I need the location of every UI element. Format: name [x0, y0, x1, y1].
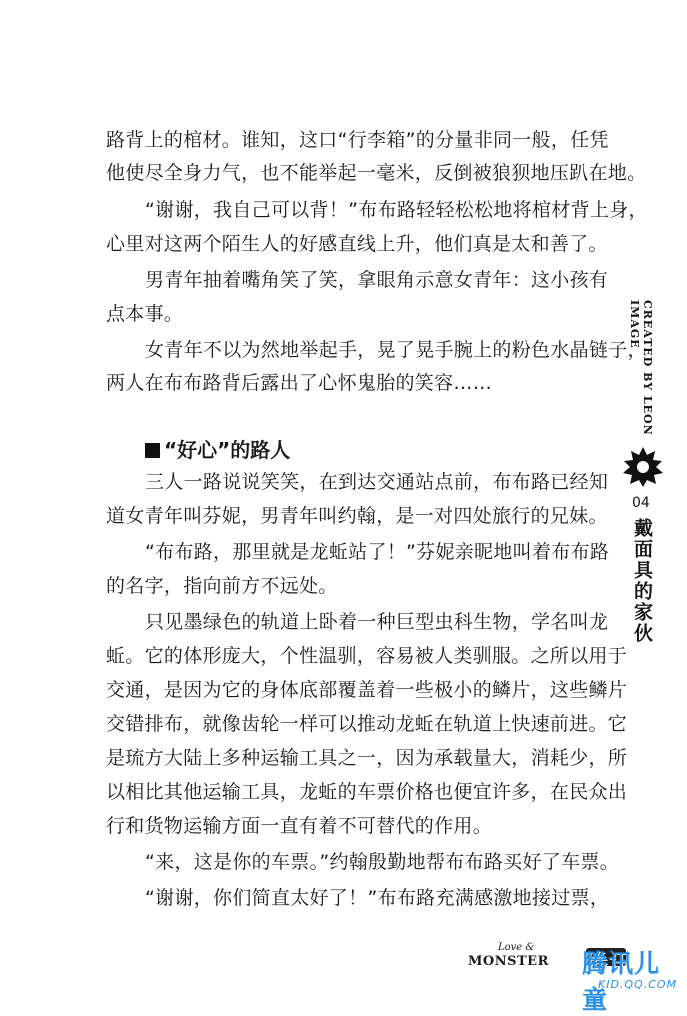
- text-line: 的名字，指向前方不远处。: [106, 575, 338, 597]
- chapter-title: 戴面具的家伙: [631, 518, 653, 644]
- text-line: 他使尽全身力气，也不能举起一毫米，反倒被狼狈地压趴在地。: [106, 162, 647, 184]
- text-line: “谢谢，你们简直太好了！”布布路充满感激地接过票，: [145, 887, 610, 909]
- spiky-emblem-icon: [622, 446, 664, 488]
- text-line: “布布路，那里就是龙蚯站了！”芬妮亲昵地叫着布布路: [145, 541, 610, 563]
- watermark-url: KID.QQ.COM: [598, 978, 678, 991]
- text-line: 心里对这两个陌生人的好感直线上升，他们真是太和善了。: [106, 233, 608, 255]
- text-line: 三人一路说说笑笑，在到达交通站点前，布布路已经知: [145, 471, 609, 493]
- text-line: 蚯。它的体形庞大，个性温驯，容易被人类驯服。之所以用于: [106, 645, 628, 667]
- text-line: 女青年不以为然地举起手，晃了晃手腕上的粉色水晶链子，: [145, 339, 647, 361]
- text-line: 男青年抽着嘴角笑了笑，拿眼角示意女青年：这小孩有: [145, 269, 609, 291]
- square-bullet-icon: [145, 443, 160, 458]
- text-line: 交错排布，就像齿轮一样可以推动龙蚯在轨道上快速前进。它: [106, 713, 628, 735]
- text-line: 道女青年叫芬妮，男青年叫约翰，是一对四处旅行的兄妹。: [106, 505, 608, 527]
- text-line: 只见墨绿色的轨道上卧着一种巨型虫科生物，学名叫龙: [145, 611, 609, 633]
- text-line: “来，这是你的车票。”约翰殷勤地帮布布路买好了车票。: [145, 851, 619, 873]
- series-logo-small: Love &: [498, 942, 535, 953]
- text-line: “谢谢，我自己可以背！”布布路轻轻松松地将棺材背上身，: [145, 199, 648, 221]
- section-heading: [145, 434, 290, 463]
- section-heading-text: “好心”的路人: [164, 438, 291, 462]
- text-line: 两人在布布路背后露出了心怀鬼胎的笑容……: [106, 372, 493, 394]
- watermark-title: 腾讯儿童: [582, 949, 661, 1014]
- watermark: [578, 944, 683, 1014]
- series-logo-big: MONSTER: [468, 954, 549, 969]
- text-line: 交通，是因为它的身体底部覆盖着一些极小的鳞片，这些鳞片: [106, 679, 628, 701]
- side-credit-text: CREATED BY LEON IMAGE: [628, 300, 654, 436]
- text-line: 路背上的棺材。谁知，这口“行李箱”的分量非同一般，任凭: [106, 129, 609, 151]
- text-line: 点本事。: [106, 303, 184, 325]
- text-line: 行和货物运输方面一直有着不可替代的作用。: [106, 815, 493, 837]
- page-number: 04: [632, 495, 650, 511]
- text-line: 是琉方大陆上多种运输工具之一，因为承载量大，消耗少，所: [106, 747, 628, 769]
- text-line: 以相比其他运输工具，龙蚯的车票价格也便宜许多，在民众出: [106, 781, 628, 803]
